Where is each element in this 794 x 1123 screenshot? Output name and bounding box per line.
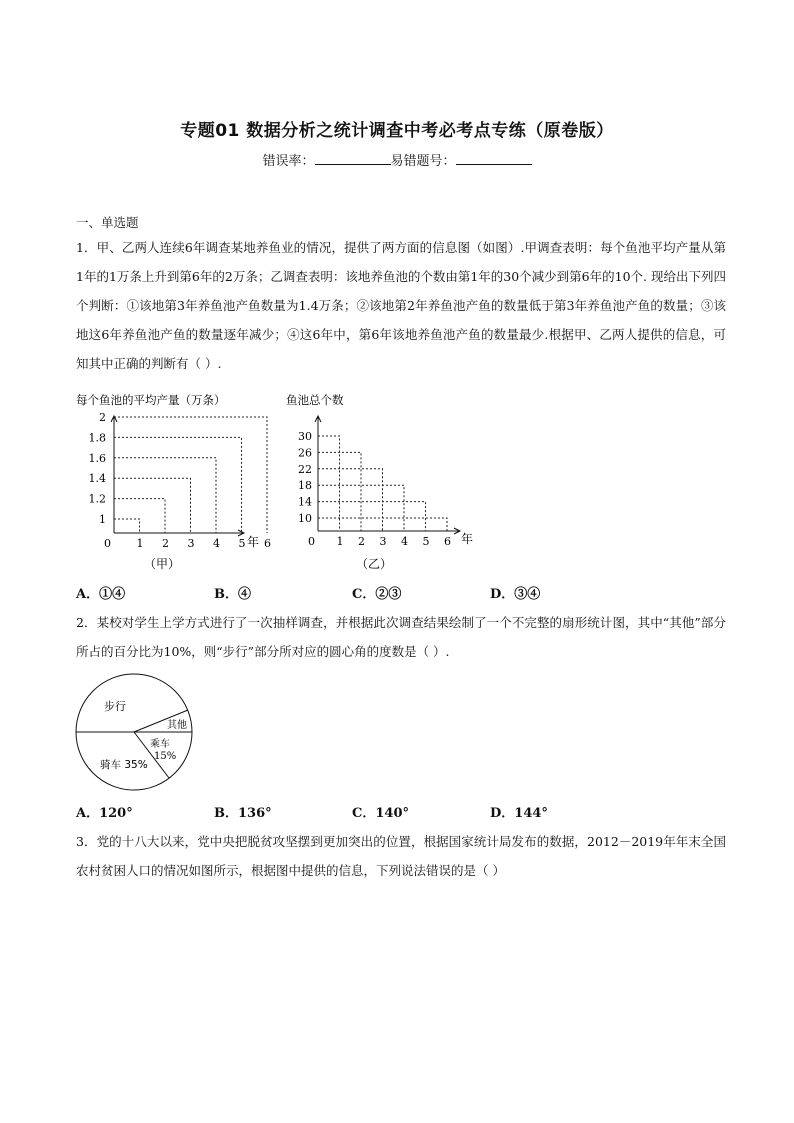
jia-point-2 bbox=[114, 499, 165, 533]
chart-jia bbox=[74, 388, 274, 578]
jia-x-tick-0: 0 bbox=[104, 537, 111, 550]
error-rate-label: 错误率： bbox=[262, 154, 315, 169]
yi-y-tick-30: 30 bbox=[298, 430, 312, 443]
pie-label-walk: 步行 bbox=[104, 700, 126, 713]
yi-x-tick-2: 2 bbox=[358, 535, 365, 548]
chart-yi bbox=[282, 388, 492, 578]
jia-x-tick-1: 1 bbox=[136, 537, 144, 550]
chart-pie bbox=[74, 672, 198, 794]
yi-point-3 bbox=[318, 469, 383, 531]
yi-x-tick-5: 5 bbox=[422, 535, 430, 548]
q1-option-d[interactable]: D．③④ bbox=[490, 587, 541, 602]
question-3-text: 3．党的十八大以来，党中央把脱贫攻坚摆到更加突出的位置，根据国家统计局发布的数据，2012－2019年年末全国农村贫困人口的情况如图所示，根据图中提供的信息，下列说法错误的是（ ） bbox=[76, 834, 726, 878]
question-2-text: 2．某校对学生上学方式进行了一次抽样调查，并根据此次调查结果绘制了一个不完整的扇形统计图，其中“其他”部分所占的百分比为10%，则“步行”部分所对应的圆心角的度数是（ ）. bbox=[76, 615, 726, 659]
q2-option-c[interactable]: C．140° bbox=[352, 806, 409, 821]
chart-jia-xlabel: 年 bbox=[247, 535, 260, 549]
yi-y-tick-26: 26 bbox=[298, 446, 312, 460]
jia-y-tick-1: 1 bbox=[99, 513, 106, 526]
jia-x-tick-2: 2 bbox=[162, 537, 169, 550]
jia-point-1 bbox=[114, 519, 140, 533]
pie-label-ride: 乘车 bbox=[150, 739, 170, 750]
yi-x-tick-0: 0 bbox=[308, 535, 315, 548]
error-record-line bbox=[0, 150, 794, 169]
chart-jia-caption: （甲） bbox=[144, 557, 181, 571]
yi-point-1 bbox=[318, 436, 340, 531]
jia-point-5 bbox=[114, 437, 242, 533]
jia-y-tick-1.4: 1.4 bbox=[88, 472, 106, 486]
error-items-blank[interactable] bbox=[456, 152, 532, 165]
yi-point-5 bbox=[318, 502, 426, 531]
error-items-label: 易错题号： bbox=[390, 154, 456, 169]
jia-y-tick-1.2: 1.2 bbox=[88, 492, 106, 506]
q1-option-a[interactable]: A．①④ bbox=[76, 587, 126, 602]
pie-label-ride-percent: 15% bbox=[154, 751, 177, 762]
jia-x-tick-4: 4 bbox=[213, 537, 220, 550]
chart-yi-title: 鱼池总个数 bbox=[286, 393, 344, 407]
yi-y-tick-18: 18 bbox=[298, 479, 312, 493]
yi-y-tick-22: 22 bbox=[298, 462, 312, 476]
q2-option-d[interactable]: D．144° bbox=[490, 806, 548, 821]
q1-option-b[interactable]: B．④ bbox=[214, 587, 251, 602]
chart-yi-xlabel: 年 bbox=[461, 532, 474, 546]
q2-option-b[interactable]: B．136° bbox=[214, 806, 272, 821]
yi-x-tick-6: 6 bbox=[444, 535, 451, 548]
jia-x-tick-6: 6 bbox=[264, 537, 271, 550]
section-heading: 一、单选题 bbox=[76, 215, 139, 230]
jia-x-tick-5: 5 bbox=[238, 537, 246, 550]
yi-x-tick-3: 3 bbox=[379, 535, 387, 548]
jia-y-tick-1.8: 1.8 bbox=[88, 431, 106, 445]
jia-point-4 bbox=[114, 458, 216, 533]
jia-x-tick-3: 3 bbox=[187, 537, 195, 550]
jia-y-tick-1.6: 1.6 bbox=[88, 451, 106, 465]
q1-option-c[interactable]: C．②③ bbox=[352, 587, 402, 602]
yi-x-tick-4: 4 bbox=[401, 535, 408, 548]
chart-jia-title: 每个鱼池的平均产量（万条） bbox=[76, 393, 226, 407]
yi-x-tick-1: 1 bbox=[336, 535, 344, 548]
pie-label-other: 其他 bbox=[167, 720, 187, 731]
jia-point-3 bbox=[114, 478, 191, 533]
error-rate-blank[interactable] bbox=[315, 152, 391, 165]
chart-yi-caption: （乙） bbox=[356, 557, 393, 571]
page-title: 专题01 数据分析之统计调查中考必考点专练（原卷版） bbox=[180, 121, 614, 141]
yi-y-tick-14: 14 bbox=[298, 495, 312, 509]
pie-label-bike: 骑车 35% bbox=[100, 759, 148, 771]
question-1-text: 1．甲、乙两人连续6年调查某地养鱼业的情况，提供了两方面的信息图（如图）.甲调查表明：每个鱼池平均产量从第1年的1万条上升到第6年的2万条；乙调查表明：该地养鱼池的个数由第1年的30个减少到第6年的10个. 现给出下列四个判断：①该地第3年养鱼池产鱼数量为1.4万条；②该地第2年养鱼池产鱼的数量低于第3年养鱼池产鱼的数量；③该地这6年养鱼池产鱼的数量逐年减少；④这6年中，第6年该地养鱼池产鱼的数量最少.根据甲、乙两人提供的信息，可知其中正确的判断有（ ）. bbox=[76, 240, 726, 371]
jia-y-tick-2: 2 bbox=[99, 411, 106, 424]
yi-point-4 bbox=[318, 485, 404, 531]
yi-y-tick-10: 10 bbox=[298, 512, 312, 525]
q2-option-a[interactable]: A．120° bbox=[76, 806, 133, 821]
